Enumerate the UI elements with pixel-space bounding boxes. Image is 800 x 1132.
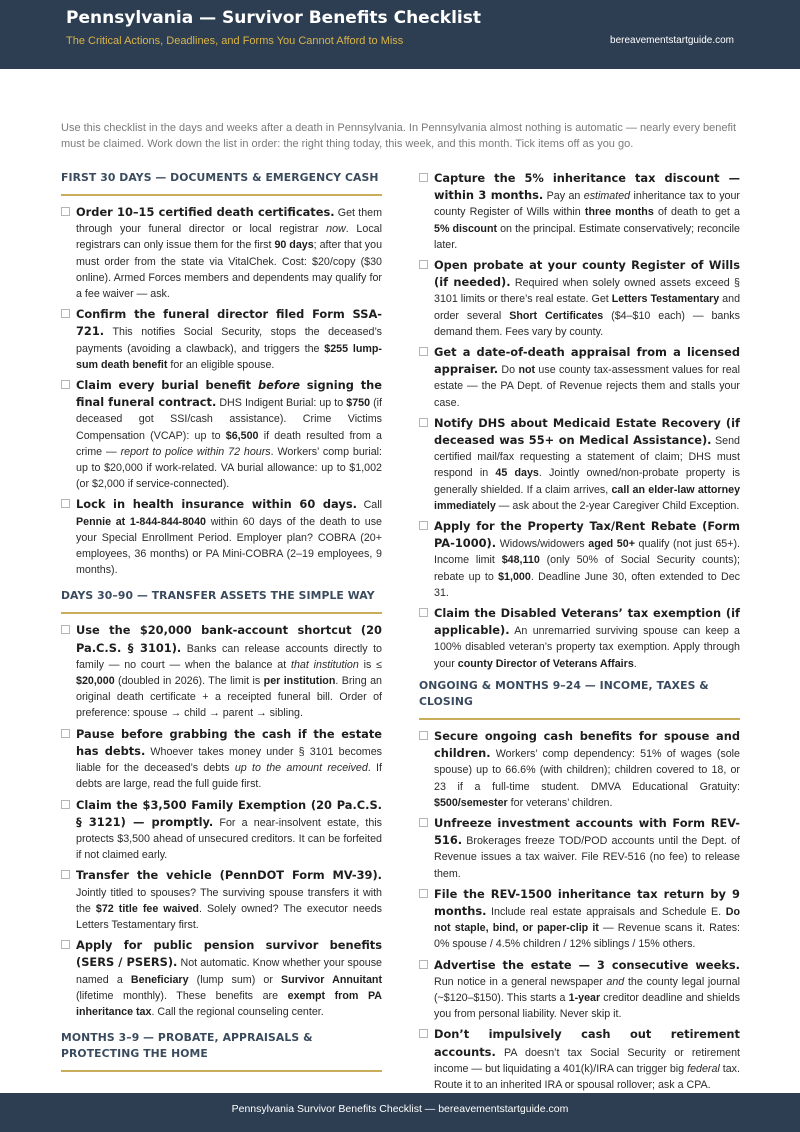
checkbox[interactable] bbox=[419, 818, 428, 827]
checklist-item-burial-benefits bbox=[61, 377, 382, 492]
item-bold: three months bbox=[584, 206, 654, 219]
item-title: Transfer the vehicle (PennDOT Form MV-39). bbox=[76, 868, 382, 883]
checkbox[interactable] bbox=[419, 731, 428, 740]
item-bold: 1-year bbox=[568, 991, 601, 1004]
item-title: Claim the $3,500 Family Exemption (20 Pa.C.S. § 3121) — promptly. bbox=[76, 797, 382, 829]
item-bold: $750 bbox=[346, 397, 371, 410]
item-bold: 45 days bbox=[495, 467, 539, 480]
item-text: (only 50% of Social Security counts); rebate up to bbox=[434, 554, 740, 583]
checkbox[interactable] bbox=[419, 260, 428, 269]
item-bold: call an elder-law attorney immediately bbox=[434, 483, 741, 512]
item-text: Not automatic. Know whether your spouse named a bbox=[76, 957, 382, 986]
item-text: Do bbox=[498, 364, 519, 377]
item-text: This notifies Social Security, stops the deceased’s payments (avoiding a clawback), and triggers the bbox=[76, 326, 382, 355]
item-text: Workers’ comp dependency: 51% of wages (sole spouse) up to 66.6% (with children); children covered to 18, or 23 if a full-time student. DMVA Educational Gratuity: bbox=[434, 748, 740, 793]
item-text: . bbox=[633, 657, 637, 670]
item-bold: Do not staple, bind, or paper-clip it bbox=[434, 905, 740, 935]
item-text: is ≤ bbox=[358, 658, 382, 671]
item-text: Run notice in a general newspaper bbox=[434, 975, 607, 988]
item-text: . Local registrars can only issue them for the first bbox=[76, 223, 382, 252]
item-text: tax. Route it to an inherited IRA or spousal rollover; ask a CPA. bbox=[434, 1062, 740, 1091]
checklist-item-cash-benefits bbox=[419, 728, 740, 811]
item-text: PA doesn’t tax Social Security or retirement income — but liquidating a 401(k)/IRA can trigger big bbox=[434, 1046, 740, 1075]
item-bold: $500/semester bbox=[434, 796, 508, 809]
checkbox[interactable] bbox=[61, 380, 70, 389]
checklist-item-estate-debts bbox=[61, 726, 382, 793]
checkbox[interactable] bbox=[61, 625, 70, 634]
item-text: (if deceased got SSI/cash assistance). Crime Victims Compensation (VCAP): up to bbox=[76, 397, 382, 442]
item-emphasis: estimated bbox=[583, 190, 631, 203]
checkbox[interactable] bbox=[61, 800, 70, 809]
item-bold: per institution bbox=[263, 675, 336, 688]
item-title: Confirm the funeral director filed Form SSA-721. bbox=[76, 307, 382, 339]
checkbox[interactable] bbox=[61, 207, 70, 216]
item-text: the county legal journal (~$120–$150). This starts a bbox=[434, 975, 741, 1004]
item-text: — ask about the 2-year Caregiver Child Exception. bbox=[495, 499, 740, 512]
checkbox[interactable] bbox=[61, 499, 70, 508]
item-bold: 90 days bbox=[274, 239, 314, 252]
item-text: Widows/widowers bbox=[496, 538, 589, 551]
item-text: ; after that you must order from the state via VitalChek. Cost: $20/copy ($30 online). Armed Forces members and dependents may qualify for a fee waiver — ask. bbox=[76, 239, 383, 301]
item-title: Use the $20,000 bank-account shortcut (20 Pa.C.S. § 3101). bbox=[76, 623, 382, 655]
item-text: Required when solely owned assets exceed § 3101 limits or there’s real estate. Get bbox=[434, 277, 740, 306]
checklist-item-bank-shortcut bbox=[61, 622, 382, 721]
item-title-emphasis: before bbox=[257, 378, 300, 393]
item-bold: Pennie at 1-844-844-8040 bbox=[76, 515, 206, 528]
item-text: (lifetime monthly). These benefits are bbox=[76, 989, 288, 1002]
item-text: An unremarried surviving spouse can keep a 100% disabled veteran’s property tax exemption. Apply through your bbox=[434, 625, 740, 670]
item-text: ($4–$10 each) — banks demand them. Fees vary by county. bbox=[434, 309, 740, 338]
item-bold: Letters Testamentary bbox=[611, 293, 720, 306]
checklist-item-vehicle-transfer bbox=[61, 867, 382, 933]
item-bold: aged 50+ bbox=[588, 538, 635, 551]
checklist-item-family-exemption bbox=[61, 797, 382, 864]
item-text: . Jointly owned/non-probate property is generally shielded. If a claim arrives, bbox=[434, 467, 740, 496]
left-column bbox=[61, 170, 382, 1080]
item-bold: $48,110 bbox=[501, 554, 540, 567]
item-text: for an eligible spouse. bbox=[167, 358, 275, 371]
item-bold: $72 title fee waived bbox=[95, 902, 199, 915]
item-text: — Revenue scans it. Rates: 0% spouse / 4.5% children / 12% siblings / 15% others. bbox=[434, 922, 741, 951]
checklist-item-advertise-estate bbox=[419, 957, 740, 1023]
item-title: Don’t impulsively cash out retirement accounts. bbox=[434, 1027, 740, 1059]
item-text: Banks can release accounts directly to family — no court — when the balance at bbox=[76, 642, 382, 671]
checklist-item-health-insurance bbox=[61, 496, 382, 578]
item-text: qualify (not just 65+). Income limit bbox=[434, 538, 740, 567]
item-text: DHS Indigent Burial: up to bbox=[216, 397, 347, 410]
checkbox[interactable] bbox=[419, 608, 428, 617]
checklist-item-medicaid-recovery bbox=[419, 415, 740, 514]
checkbox[interactable] bbox=[419, 347, 428, 356]
intro-text: Use this checklist in the days and weeks after a death in Pennsylvania. In Pennsylvania almost nothing is automatic — nearly every benefit must be claimed. Work down the list in order: the right thing today, this week, and this month. Tick items off as you go. bbox=[61, 122, 737, 150]
item-text: Pay an bbox=[543, 190, 584, 203]
item-title: Lock in health insurance within 60 days. bbox=[76, 497, 357, 512]
item-text: creditor deadline and shields you from personal liability. Never skip it. bbox=[434, 991, 740, 1021]
item-title: Claim the Disabled Veterans’ tax exemption (if applicable). bbox=[434, 606, 740, 638]
item-text: use county tax-assessment values for real estate — the PA Dept. of Revenue rejects them and stalls your case. bbox=[434, 364, 741, 409]
item-text: . If debts are large, read the full guide first. bbox=[76, 762, 382, 791]
checkbox[interactable] bbox=[419, 173, 428, 182]
item-text: Call bbox=[356, 499, 382, 512]
item-title: Apply for public pension survivor benefits (SERS / PSERS). bbox=[76, 938, 382, 970]
checkbox[interactable] bbox=[61, 729, 70, 738]
checklist-item-veterans-exemption bbox=[419, 605, 740, 672]
item-text: of death to get a bbox=[653, 206, 740, 219]
item-emphasis: that institution bbox=[290, 658, 359, 671]
checklist-item-appraisal bbox=[419, 344, 740, 411]
item-bold: exempt from PA inheritance tax bbox=[76, 989, 382, 1018]
item-title: Secure ongoing cash benefits for spouse and children. bbox=[434, 728, 740, 761]
item-text: . Solely owned? The executor needs Letters Testamentary first. bbox=[76, 902, 382, 931]
item-title: Get a date-of-death appraisal from a licensed appraiser. bbox=[434, 345, 740, 377]
page-title: Pennsylvania — Survivor Benefits Checklist bbox=[66, 8, 481, 28]
checkbox[interactable] bbox=[419, 1029, 428, 1038]
checkbox[interactable] bbox=[61, 309, 70, 318]
item-emphasis: now bbox=[326, 223, 346, 236]
section-heading-days-30-90: DAYS 30–90 — TRANSFER ASSETS THE SIMPLE WAY bbox=[61, 588, 382, 614]
item-title: Unfreeze investment accounts with Form REV-516. bbox=[434, 815, 740, 848]
item-text: within 60 days of the death to use your Special Enrollment Period. Employer plan? COBRA (20+ employees, 36 months) or PA Mini-COBRA (2–19 employees, 9 months). bbox=[76, 515, 383, 577]
site-url: bereavementstartguide.com bbox=[610, 35, 734, 46]
item-bold: not bbox=[518, 364, 536, 377]
checklist-item-inheritance-discount bbox=[419, 170, 740, 253]
item-title: Order 10–15 certified death certificates. bbox=[76, 205, 335, 219]
right-column bbox=[419, 170, 740, 1097]
section-heading-first-30-days: FIRST 30 DAYS — DOCUMENTS & EMERGENCY CASH bbox=[61, 170, 382, 196]
item-text: . Workers’ comp burial: up to $20,000 if work-related. VA burial allowance: up to $1,002 (or $2,000 if service-connected). bbox=[76, 445, 383, 491]
checklist-item-death-certificates bbox=[61, 204, 382, 302]
item-text: Jointly titled to spouses? The surviving spouse transfers it with the bbox=[76, 886, 382, 915]
checkbox[interactable] bbox=[419, 960, 428, 969]
item-bold: 5% discount bbox=[434, 222, 498, 235]
checkbox[interactable] bbox=[419, 418, 428, 427]
item-bold: Short Certificates bbox=[509, 309, 604, 322]
item-bold: $1,000 bbox=[498, 570, 531, 583]
item-bold: $20,000 bbox=[76, 675, 115, 688]
checklist-item-rev-516 bbox=[419, 815, 740, 882]
checkbox[interactable] bbox=[419, 889, 428, 898]
checkbox[interactable] bbox=[61, 870, 70, 879]
item-emphasis: federal bbox=[687, 1062, 720, 1075]
item-text: (doubled in 2026). The limit is bbox=[114, 675, 264, 688]
item-text: Get them through your funeral director or local registrar bbox=[76, 207, 382, 236]
page-header bbox=[0, 0, 800, 69]
item-text: and order several bbox=[434, 293, 741, 322]
checklist-item-property-tax-rebate bbox=[419, 518, 740, 601]
item-title: Open probate at your county Register of Wills (if needed). bbox=[434, 258, 740, 290]
item-emphasis: report to police within 72 hours bbox=[120, 445, 271, 458]
checklist-item-rev-1500 bbox=[419, 886, 740, 953]
item-emphasis: and bbox=[606, 975, 625, 988]
item-text: for veterans’ children. bbox=[507, 796, 613, 809]
item-title-part: signing the final funeral contract. bbox=[76, 378, 383, 410]
item-text: Brokerages freeze TOD/POD accounts until the Dept. of Revenue issues a tax waiver. File REV-516 (no fee) to release them. bbox=[434, 835, 740, 880]
item-text: Whoever takes money under § 3101 becomes liable for the deceased’s debts bbox=[76, 745, 382, 775]
checkbox[interactable] bbox=[419, 521, 428, 530]
item-text: Include real estate appraisals and Schedule E. bbox=[486, 905, 726, 918]
checklist-item-open-probate bbox=[419, 257, 740, 340]
item-text: . Call the regional counseling center. bbox=[151, 1005, 324, 1018]
item-bold: county Director of Veterans Affairs bbox=[457, 657, 634, 670]
item-bold: Beneficiary bbox=[130, 973, 189, 986]
item-title: Pause before grabbing the cash if the estate has debts. bbox=[76, 726, 382, 758]
item-text: Send certified mail/fax requesting a statement of claim; DHS must respond in bbox=[434, 435, 741, 480]
checklist-item-ssa-721 bbox=[61, 306, 382, 373]
checklist-item-pension-benefits bbox=[61, 937, 382, 1020]
item-text: . Deadline June 30, often extended to Dec 31. bbox=[434, 570, 741, 599]
item-title: Notify DHS about Medicaid Estate Recovery (if deceased was 55+ on Medical Assistance). bbox=[434, 415, 740, 448]
section-heading-months-3-9: MONTHS 3–9 — PROBATE, APPRAISALS & PROTECTING THE HOME bbox=[61, 1030, 382, 1072]
item-title-part: Claim every burial benefit bbox=[76, 378, 258, 393]
item-text: inheritance tax to your county Register of Wills within bbox=[434, 190, 740, 219]
item-bold: $255 lump-sum death benefit bbox=[76, 342, 382, 371]
page-footer: Pennsylvania Survivor Benefits Checklist — bereavementstartguide.com bbox=[0, 1093, 800, 1132]
item-bold: Survivor Annuitant bbox=[281, 973, 383, 986]
item-title: Apply for the Property Tax/Rent Rebate (Form PA-1000). bbox=[434, 519, 740, 551]
item-title: File the REV-1500 inheritance tax return by 9 months. bbox=[434, 886, 740, 918]
item-text: if death resulted from a crime — bbox=[76, 429, 382, 458]
page-subtitle: The Critical Actions, Deadlines, and Forms You Cannot Afford to Miss bbox=[66, 35, 404, 47]
item-title: Capture the 5% inheritance tax discount — within 3 months. bbox=[434, 171, 740, 203]
item-bold: $6,500 bbox=[225, 429, 259, 442]
item-emphasis: up to the amount received bbox=[234, 762, 368, 775]
checkbox[interactable] bbox=[61, 940, 70, 949]
item-text: For a near-insolvent estate, this protects $3,500 ahead of unsecured creditors. It can be forfeited if not claimed early. bbox=[76, 816, 382, 862]
item-text: . Bring an original death certificate + a receipted funeral bill. Order of preference: spouse → child → parent → sibling. bbox=[76, 675, 382, 720]
item-text: on the principal. Estimate conservatively; reconcile later. bbox=[434, 222, 740, 251]
section-heading-ongoing: ONGOING & MONTHS 9–24 — INCOME, TAXES & CLOSING bbox=[419, 678, 740, 720]
checklist-item-retirement-accounts bbox=[419, 1026, 740, 1093]
item-text: (lump sum) or bbox=[188, 973, 282, 986]
item-title: Advertise the estate — 3 consecutive weeks. bbox=[434, 957, 740, 972]
